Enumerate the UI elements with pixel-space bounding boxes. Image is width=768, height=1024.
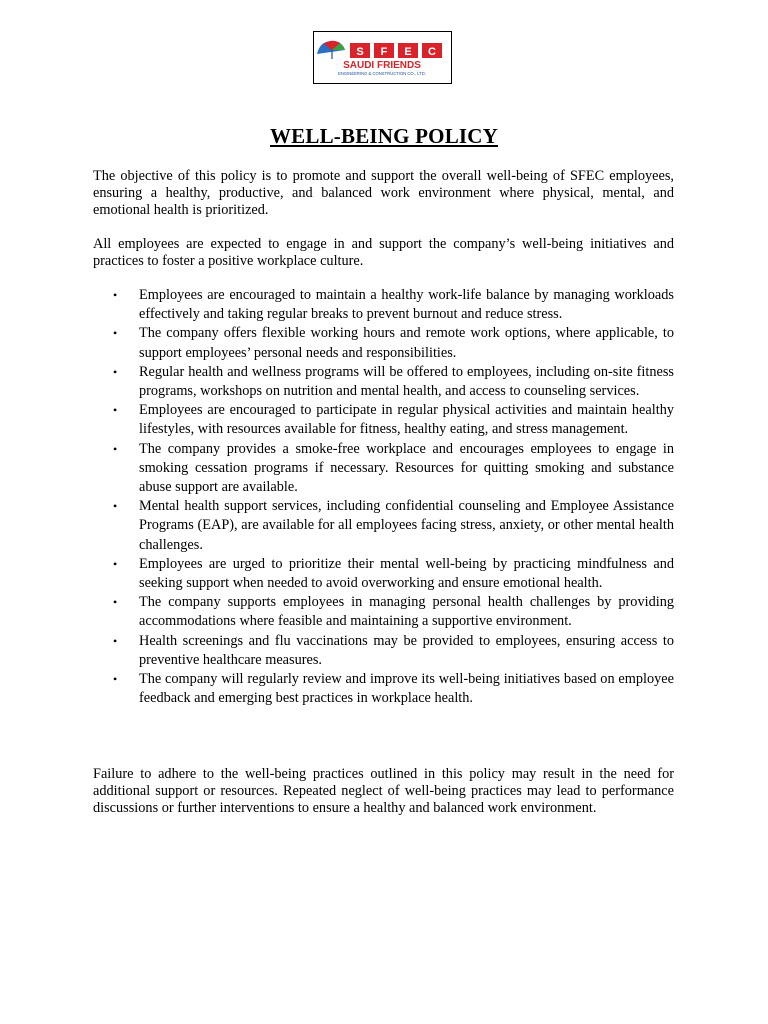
list-item [93, 401, 674, 439]
bullet-icon: • [113, 556, 118, 571]
page-title: WELL-BEING POLICY [269, 124, 499, 148]
list-item [93, 324, 674, 362]
list-item [93, 497, 674, 555]
logo-letter-s: S [356, 46, 364, 58]
expectation-paragraph: All employees are expected to engage in and support the company’s well-being initiatives and practices to foster a positive workplace culture. [93, 236, 674, 269]
list-item-text: The company supports employees in managing personal health challenges by providing accommodations where feasible and maintaining a supportive environment. [139, 594, 674, 630]
list-item-text: Health screenings and flu vaccinations may be provided to employees, ensuring access to preventive healthcare measures. [139, 632, 674, 668]
list-item-text: Mental health support services, including confidential counseling and Employee Assistance Programs (EAP), are available for all employees facing stress, anxiety, or other mental health challenges. [139, 498, 674, 553]
bullet-icon: • [113, 326, 118, 341]
logo-name: SAUDI FRIENDS [343, 60, 421, 71]
list-item [93, 440, 674, 498]
list-item [93, 670, 674, 708]
logo-letter-c: C [428, 46, 436, 58]
list-item-text: Regular health and wellness programs will be offered to employees, including on-site fitness programs, workshops on nutrition and mental health, and access to counseling services. [139, 363, 674, 400]
bullet-icon: • [113, 441, 118, 456]
list-item-text: The company will regularly review and improve its well-being initiatives based on employee feedback and emerging best practices in workplace health. [139, 671, 674, 707]
list-item-text: Employees are urged to prioritize their mental well-being by practicing mindfulness and seeking support when needed to avoid overworking and ensure emotional health. [139, 555, 674, 592]
company-logo [313, 31, 452, 84]
bullet-icon: • [113, 633, 118, 648]
logo-letter-f: F [380, 46, 388, 58]
closing-paragraph: Failure to adhere to the well-being practices outlined in this policy may result in the need for additional support or resources. Repeated neglect of well-being practices may lead to performance discussions or further interventions to ensure a healthy and balanced work environment. [93, 766, 674, 816]
list-item [93, 363, 674, 401]
logo-letter-e: E [404, 46, 412, 58]
bullet-icon: • [113, 288, 118, 302]
intro-paragraph: The objective of this policy is to promote and support the overall well-being of SFEC employees, ensuring a healthy, productive, and balanced work environment where physical, mental, and emotional health is prioritized. [93, 168, 674, 218]
list-item [93, 632, 674, 670]
list-item-text: The company offers flexible working hours and remote work options, where applicable, to support employees’ personal needs and responsibilities. [139, 325, 674, 361]
list-item-text: Employees are encouraged to participate in regular physical activities and maintain healthy lifestyles, with resources available for fitness, healthy eating, and stress management. [139, 402, 674, 438]
list-item-text: Employees are encouraged to maintain a healthy work-life balance by managing workloads effectively and taking regular breaks to prevent burnout and reduce stress. [139, 287, 674, 323]
bullet-icon: • [113, 595, 118, 610]
list-item [93, 555, 674, 593]
bullet-icon: • [113, 499, 118, 514]
list-item [93, 286, 674, 324]
policy-bullet-list [93, 286, 674, 708]
list-item-text: The company provides a smoke-free workplace and encourages employees to engage in smoking cessation programs if necessary. Resources for quitting smoking and substance abuse support are available. [139, 440, 674, 496]
list-item [93, 593, 674, 631]
bullet-icon: • [113, 364, 118, 379]
bullet-icon: • [113, 403, 118, 418]
logo-tagline: ENGINEERING & CONSTRUCTION CO., LTD. [338, 71, 426, 76]
bullet-icon: • [113, 672, 118, 687]
